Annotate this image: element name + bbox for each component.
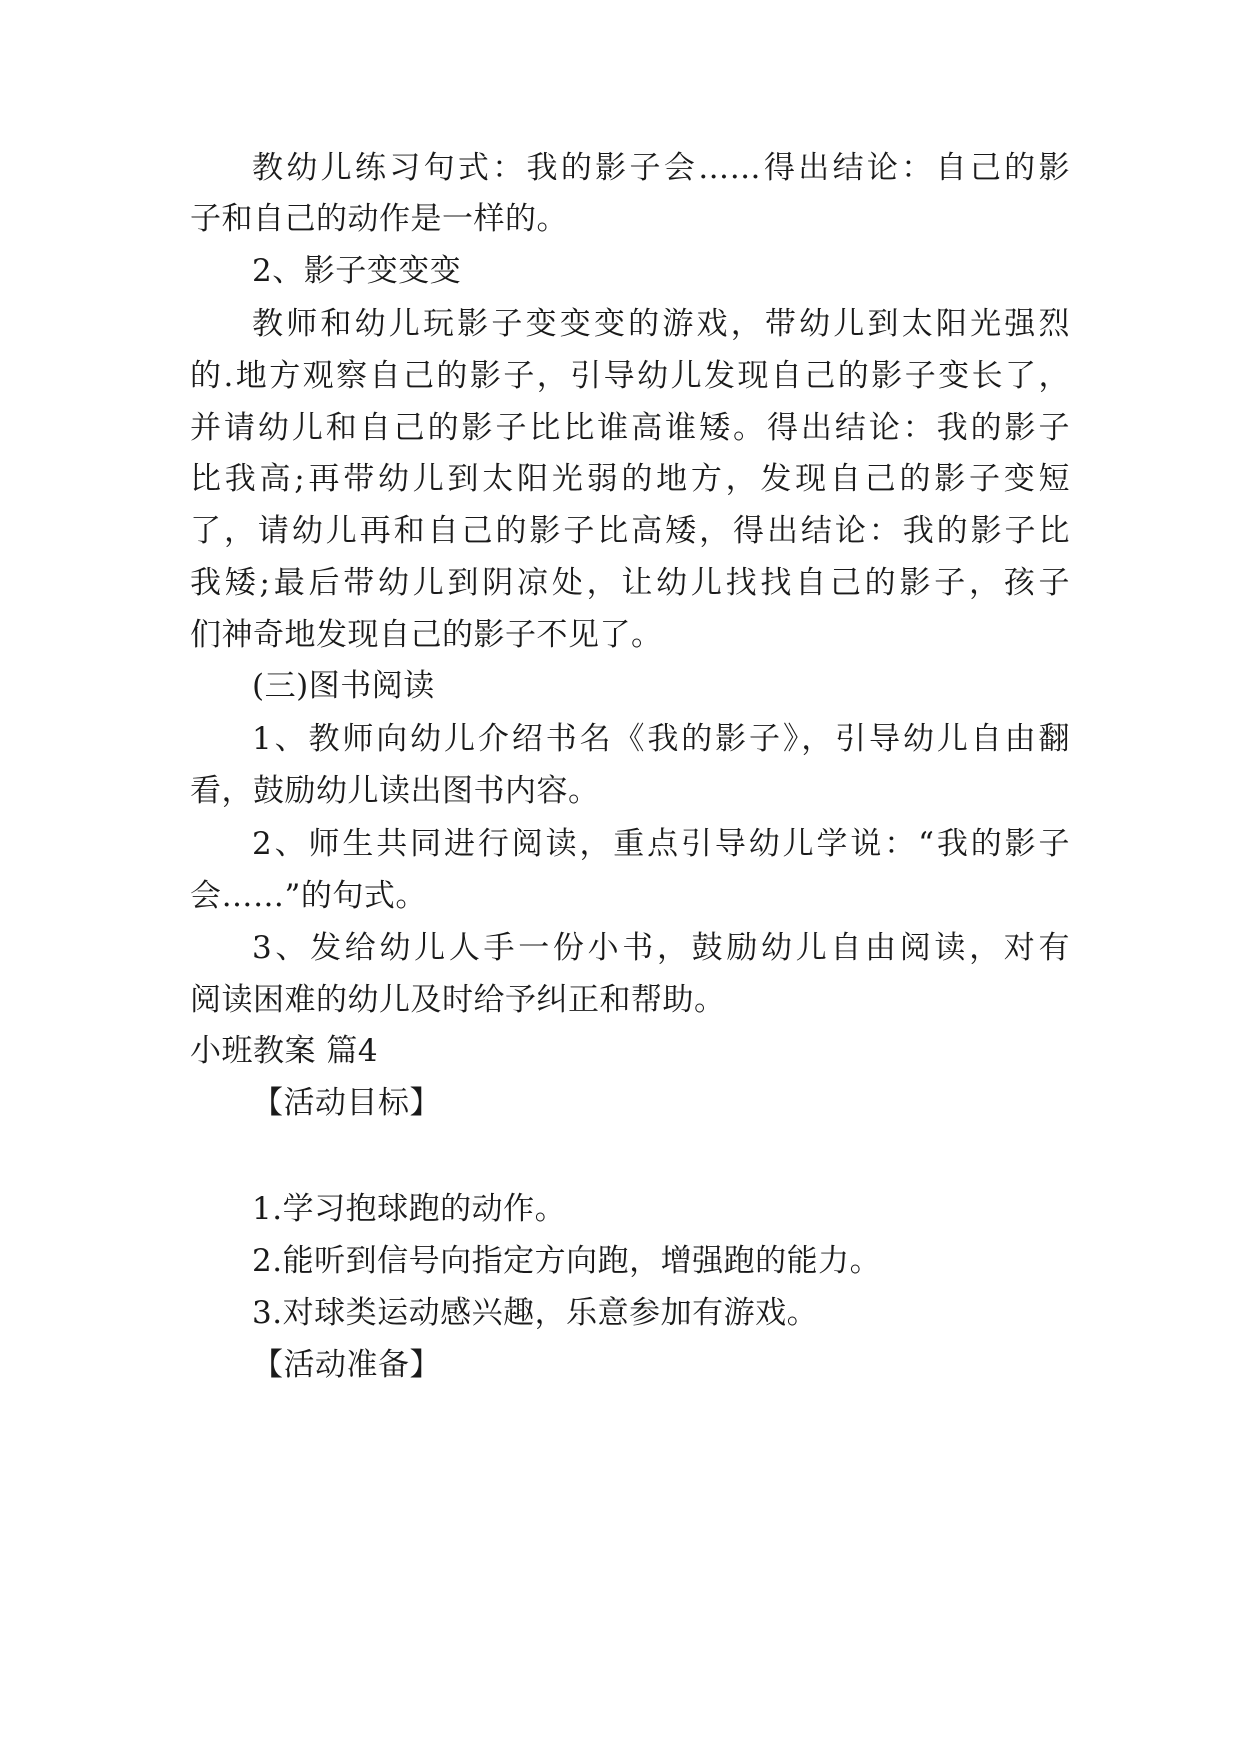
- list-item: 1.学习抱球跑的动作。: [252, 1191, 567, 1227]
- section-heading: (三)图书阅读: [252, 668, 435, 704]
- paragraph-line: 看，鼓励幼儿读出图书内容。: [190, 773, 600, 809]
- paragraph-line: 会……”的句式。: [190, 878, 427, 914]
- paragraph-line: 的.地方观察自己的影子，引导幼儿发现自己的影子变长了，: [190, 358, 1070, 394]
- paragraph-line: 了，请幼儿再和自己的影子比高矮，得出结论：我的影子比: [190, 513, 1070, 549]
- article-title: 小班教案 篇4: [190, 1033, 379, 1069]
- list-item: 2.能听到信号向指定方向跑，增强跑的能力。: [252, 1243, 882, 1279]
- paragraph-line: 2、师生共同进行阅读，重点引导幼儿学说：“我的影子: [252, 826, 1070, 862]
- paragraph-line: 阅读困难的幼儿及时给予纠正和帮助。: [190, 982, 726, 1018]
- paragraph-line: 我矮;最后带幼儿到阴凉处，让幼儿找找自己的影子，孩子: [190, 565, 1070, 601]
- paragraph-line: 们神奇地发现自己的影子不见了。: [190, 617, 663, 653]
- section-heading: 2、影子变变变: [252, 253, 462, 289]
- paragraph-line: 教幼儿练习句式：我的影子会……得出结论：自己的影: [252, 150, 1070, 186]
- section-heading: 【活动目标】: [252, 1085, 441, 1121]
- paragraph-line: 1、教师向幼儿介绍书名《我的影子》，引导幼儿自由翻: [252, 721, 1070, 757]
- section-heading: 【活动准备】: [252, 1347, 441, 1383]
- list-item: 3.对球类运动感兴趣，乐意参加有游戏。: [252, 1295, 819, 1331]
- paragraph-line: 并请幼儿和自己的影子比比谁高谁矮。得出结论：我的影子: [190, 410, 1070, 446]
- paragraph-line: 子和自己的动作是一样的。: [190, 201, 568, 237]
- paragraph-line: 比我高;再带幼儿到太阳光弱的地方，发现自己的影子变短: [190, 461, 1070, 497]
- paragraph-line: 3、发给幼儿人手一份小书，鼓励幼儿自由阅读，对有: [252, 930, 1070, 966]
- paragraph-line: 教师和幼儿玩影子变变变的游戏，带幼儿到太阳光强烈: [252, 306, 1070, 342]
